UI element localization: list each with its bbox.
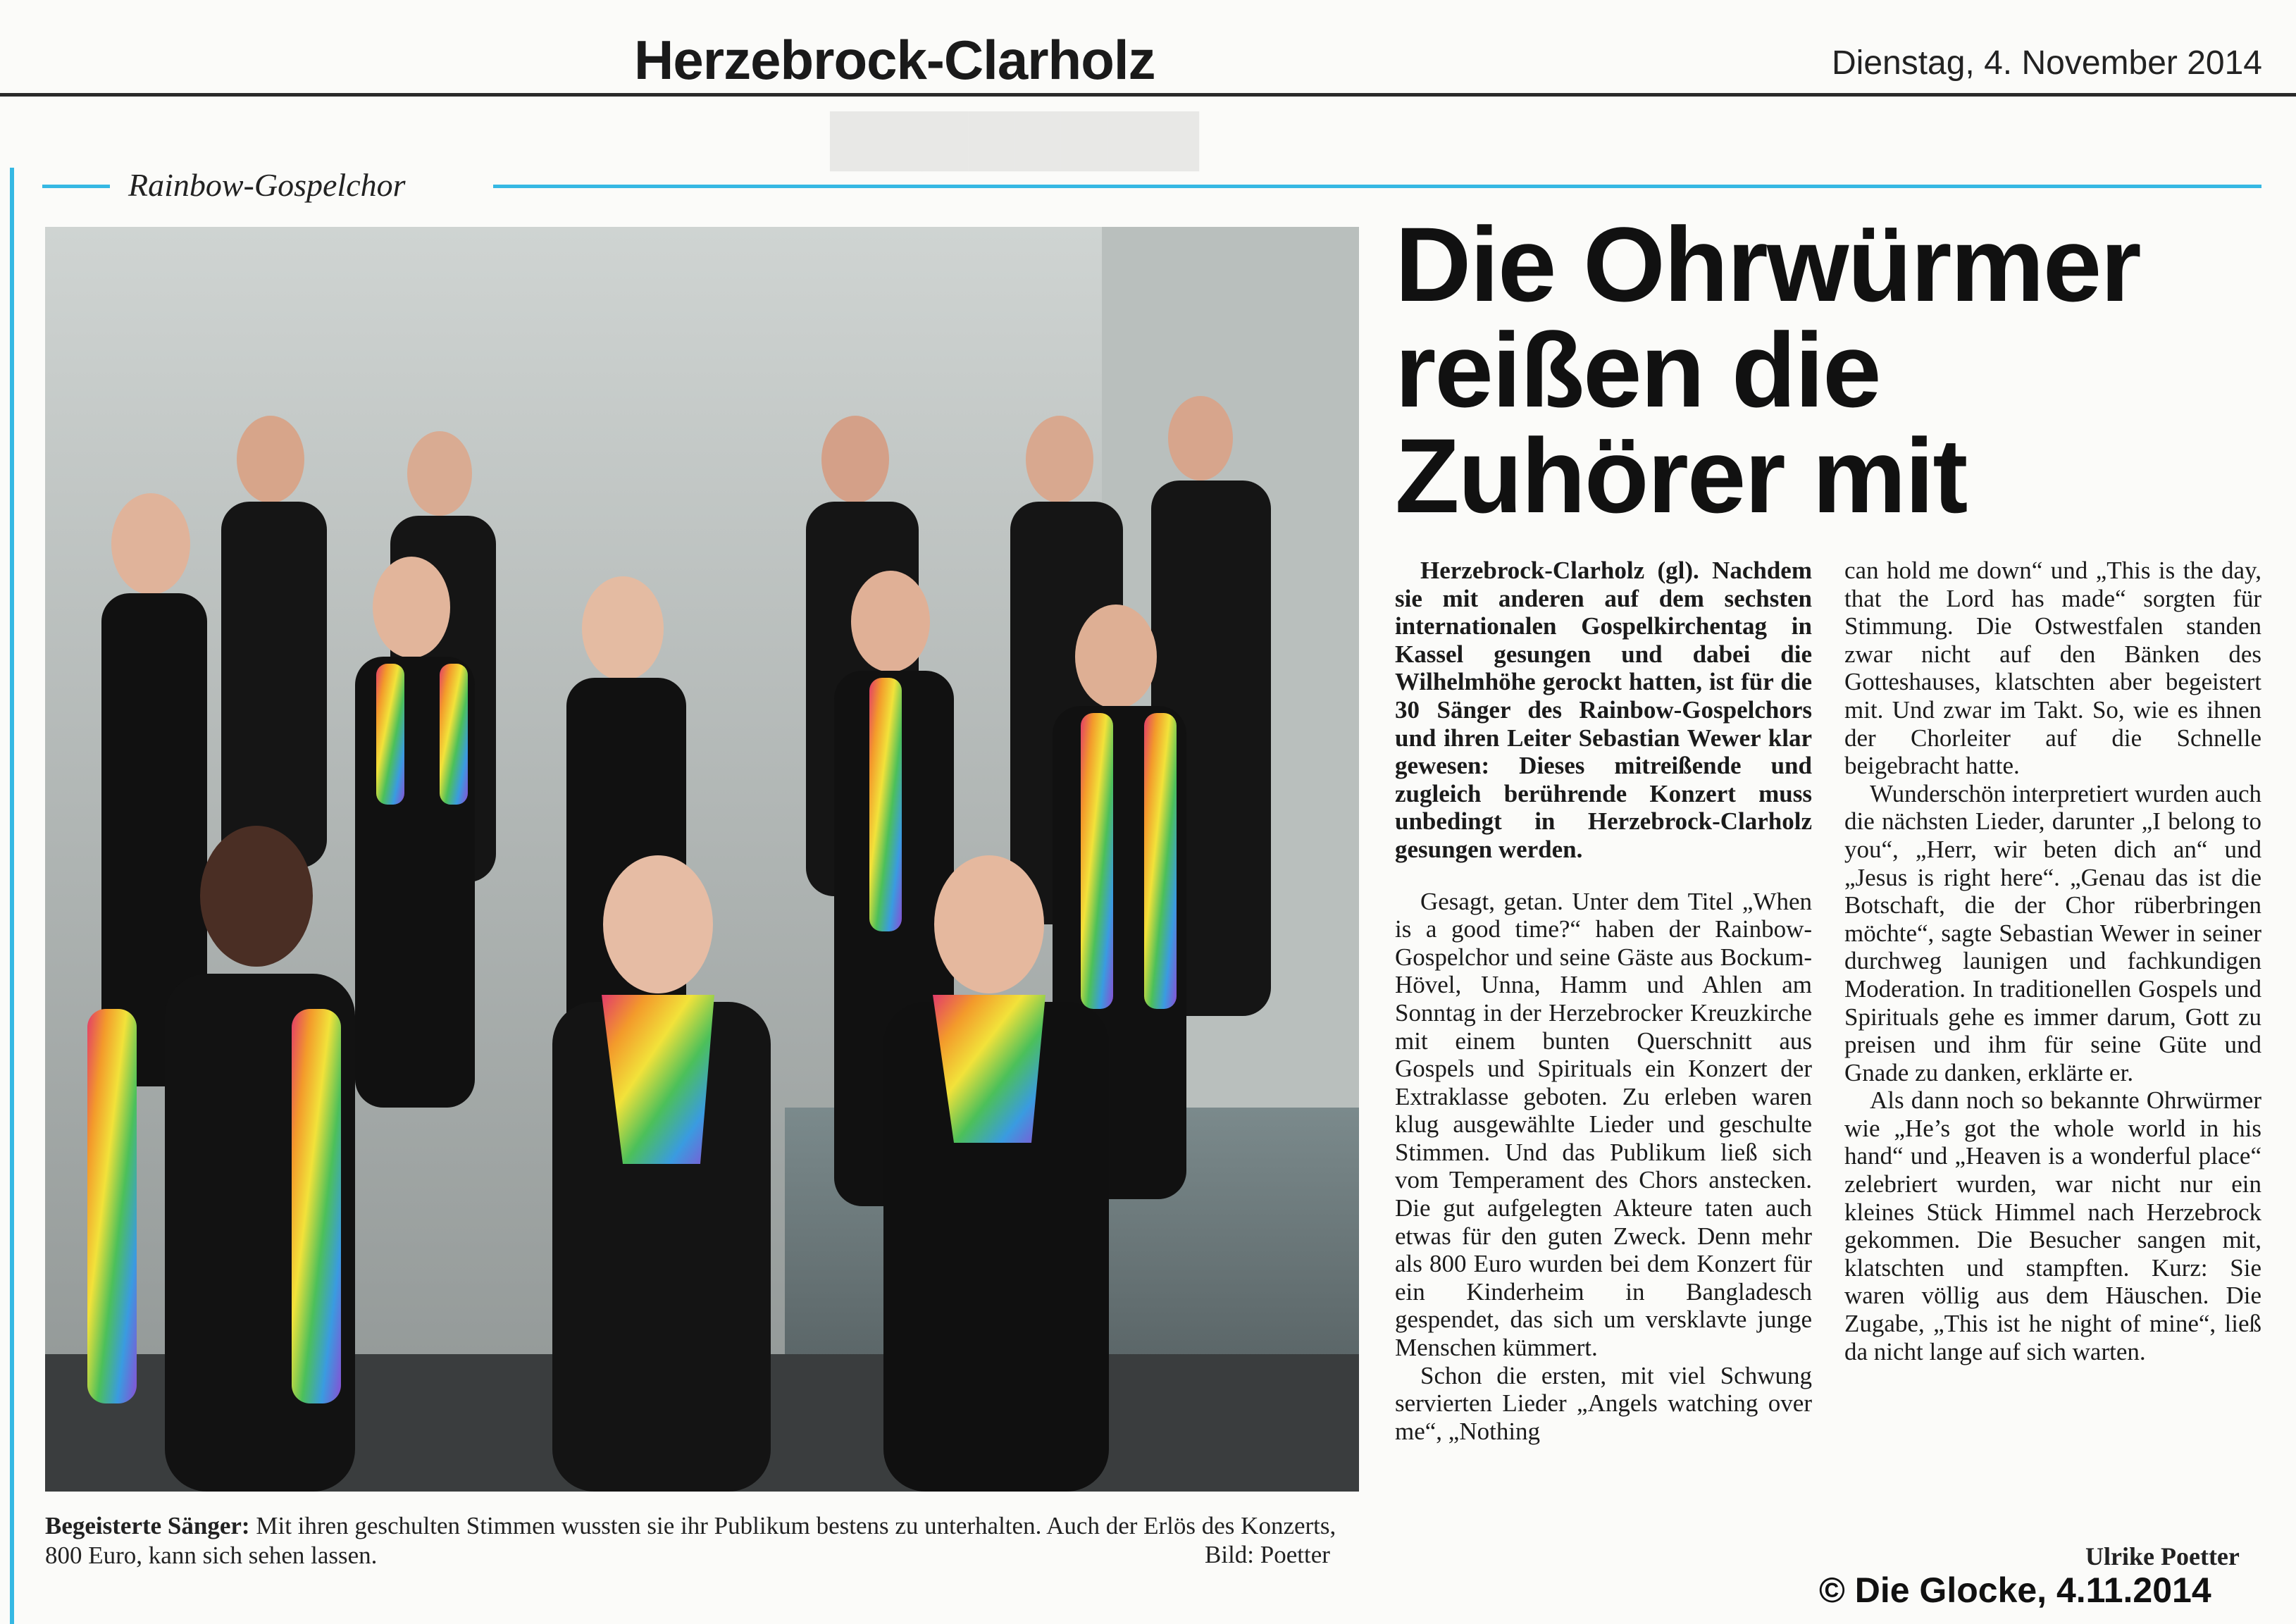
article-paragraph: Wunderschön interpretiert wurden auch die nächsten Lieder, darunter „I belong to you“, „Herr, wir beten dich an“ und „Jesus is right here“. „Genau das ist die Botschaft, die der Chor rüberbringen möchte“, sagte Sebastian Wewer in seiner durchweg launigen und fachkundigen Moderation. In traditionellen Gospels und Spirituals gehe es immer darum, Gott zu preisen und ihm für seine Güte und Gnade zu danken, erklärte er. — [1844, 779, 2261, 1086]
article-paragraph: Schon die ersten, mit viel Schwung servierten Lieder „Angels watching over me“, „Nothing — [1395, 1361, 1812, 1445]
choir-photo — [45, 227, 1359, 1492]
article-author: Ulrike Poetter — [2085, 1542, 2240, 1570]
copyright-notice: © Die Glocke, 4.11.2014 — [1819, 1570, 2211, 1610]
kicker-rule-left — [42, 185, 110, 188]
accent-frame-left — [10, 168, 14, 1624]
headline — [1395, 205, 2283, 535]
headline-line-2: reißen die — [1395, 311, 1880, 429]
bleed-through-shadow: ▇▇▇▇▇▇▇▇ — [831, 106, 1201, 168]
article-lead — [1395, 557, 1812, 864]
article-paragraph: Gesagt, getan. Unter dem Titel „When is a good time?“ haben der Rainbow-Gospelchor und seine Gäste aus Bockum-Hövel, Unna, Hamm und Ahlen am Sonntag in der Herzebrocker Kreuzkirche mit einem bunten Querschnitt aus Gospels und Spirituals ein Konzert der Extraklasse geboten. Zu erleben waren klug ausgewählte Lieder und geschulte Stimmen. Und das Publikum ließ sich vom Temperament des Chors anstecken. Die gut aufgelegten Akteure taten auch etwas für den guten Zweck. Denn mehr als 800 Euro wurden bei dem Konzert für ein Kinderheim in Bangladesch gespendet, das sich um versklavte junge Menschen kümmert. — [1395, 887, 1812, 1362]
headline-line-3: Zuhörer mit — [1395, 416, 1967, 535]
masthead-place: Herzebrock-Clarholz — [634, 29, 1155, 91]
article-column-1 — [1395, 557, 1812, 1445]
masthead-date: Dienstag, 4. November 2014 — [1831, 44, 2262, 82]
photo-credit: Bild: Poetter — [1205, 1541, 1330, 1568]
photo-caption-lead: Begeisterte Sänger: — [45, 1512, 250, 1539]
article-paragraph: can hold me down“ und „This is the day, that the Lord has made“ sorgten für Stimmung. Die Ostwestfalen standen zwar nicht auf den Bänken des Gotteshauses, klatschten aber begeistert mit. Und zwar im Takt. So, wie es ihnen der Chorleiter auf die Schnelle beigebracht hatte. — [1844, 557, 2261, 780]
kicker-rule-right — [493, 185, 2261, 188]
masthead-rule — [0, 93, 2296, 97]
photo-caption-text: Mit ihren geschulten Stimmen wussten sie ihr Publikum bestens zu unterhalten. Auch der Erlös des Konzerts, 800 Euro, kann sich sehen lassen. — [45, 1512, 1336, 1569]
headline-line-1: Die Ohrwürmer — [1395, 205, 2140, 323]
article-paragraph: Als dann noch so bekannte Ohrwürmer wie „He’s got the whole world in his hand“ und „Heaven is a wonderful place“ zelebriert wurden, war nicht nur ein kleines Stück Himmel nach Herzebrock gekommen. Die Besucher sangen mit, klatschten und stampften. Kurz: Sie waren völlig aus dem Häuschen. Die Zugabe, „This ist he night of mine“, ließ da nicht lange auf sich warten. — [1844, 1086, 2261, 1365]
article-dateline: Herzebrock-Clarholz (gl). — [1420, 557, 1699, 584]
photo-caption — [45, 1511, 1363, 1570]
section-kicker: Rainbow-Gospelchor — [128, 167, 406, 203]
choir-photo-illustration — [45, 227, 1359, 1492]
article-column-2 — [1844, 557, 2261, 1365]
article-lead-text: Nachdem sie mit anderen auf dem sechsten internationalen Gospelkirchentag in Kassel gesungen und dabei die Wilhelmhöhe gerockt hatten, ist für die 30 Sänger des Rainbow-Gospelchors und ihren Leiter Sebastian Wewer klar gewesen: Dieses mitreißende und zugleich berührende Konzert muss unbedingt in Herzebrock-Clarholz gesungen werden. — [1395, 557, 1812, 863]
